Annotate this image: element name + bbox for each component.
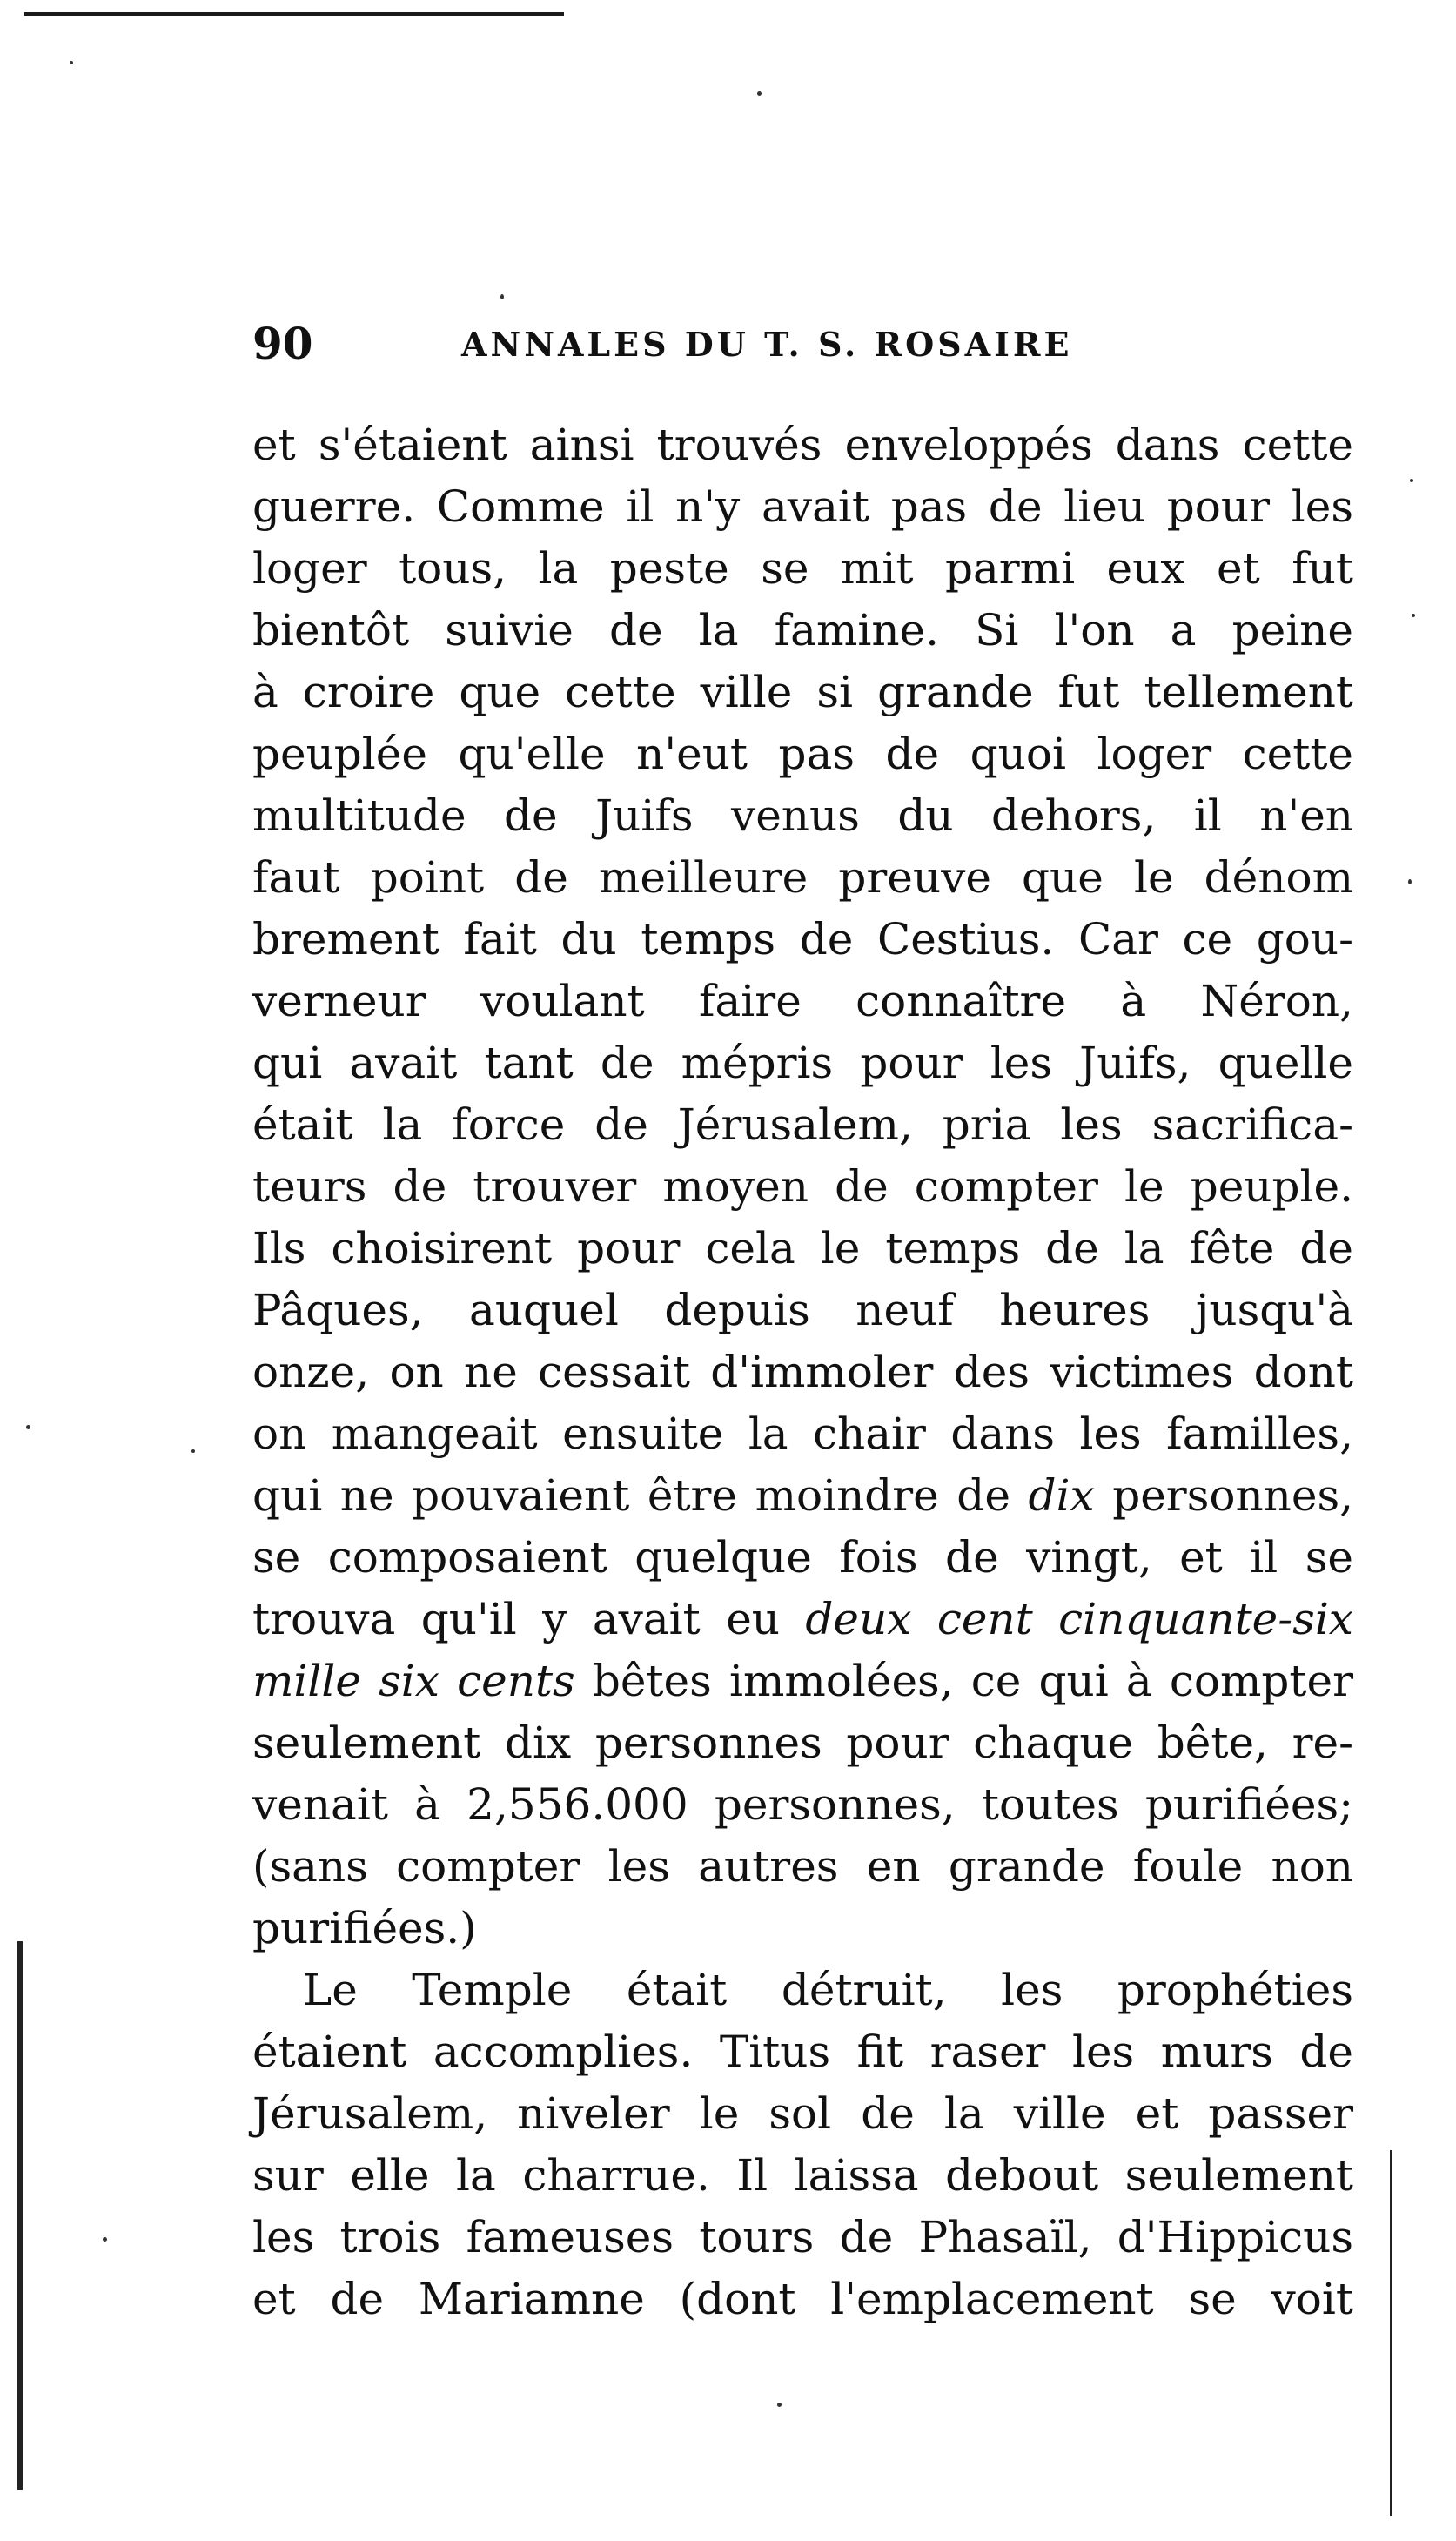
text-line: (sans compter les autres en grande foule non [252,1841,1353,1892]
scan-speck [757,91,762,96]
text-line: et de Mariamne (dont l'emplacement se voit [252,2274,1353,2324]
scan-speck [191,1449,195,1453]
scan-speck [103,2237,107,2242]
text-line: sur elle la charrue. Il laissa debout seulement [252,2150,1353,2201]
text-line: peuplée qu'elle n'eut pas de quoi loger cette [252,729,1353,779]
text-line: loger tous, la peste se mit parmi eux et fut [252,543,1353,594]
text-line: étaient accomplies. Titus fit raser les murs de [252,2027,1353,2077]
scan-edge-left [17,1941,23,2490]
scan-speck [1412,614,1415,617]
scan-edge-right [1390,2150,1392,2516]
text-run: trouva qu'il y avait eu [252,1594,806,1644]
text-run: personnes, [1094,1470,1354,1521]
scan-speck [70,61,73,64]
text-line: brement fait du temps de Cestius. Car ce gou- [252,914,1353,965]
text-line: était la force de Jérusalem, pria les sacrifica- [252,1099,1353,1150]
scan-speck [500,294,504,299]
text-line: multitude de Juifs venus du dehors, il n'en [252,790,1353,841]
text-line: Jérusalem, niveler le sol de la ville et passer [252,2088,1353,2139]
body-text [252,414,1353,2330]
scan-speck [1410,479,1413,482]
scan-speck [26,1425,30,1429]
text-line: et s'étaient ainsi trouvés enveloppés dans cette [252,420,1353,470]
text-line [252,1465,1353,1527]
text-line: qui avait tant de mépris pour les Juifs, quelle [252,1038,1353,1088]
text-line: faut point de meilleure preuve que le dénom [252,852,1353,903]
text-line: on mangeait ensuite la chair dans les familles, [252,1408,1353,1459]
page-number: 90 [252,318,313,369]
paragraph-end-line: purifiées.) [252,1903,477,1953]
text-line: Ils choisirent pour cela le temps de la fête de [252,1223,1353,1274]
text-line: teurs de trouver moyen de compter le peuple. [252,1161,1353,1212]
text-line: se composaient quelque fois de vingt, et il se [252,1532,1353,1583]
text-line: bientôt suivie de la famine. Si l'on a peine [252,605,1353,655]
italic-text: mille six cents [252,1656,575,1706]
text-line: seulement dix personnes pour chaque bête, re- [252,1718,1353,1768]
paragraph-start-line: Le Temple était détruit, les prophéties [303,1965,1353,2015]
italic-text: dix [1028,1470,1095,1521]
text-line [252,1589,1353,1650]
text-line: onze, on ne cessait d'immoler des victimes dont [252,1347,1353,1397]
text-line [252,1650,1353,1712]
text-line: guerre. Comme il n'y avait pas de lieu pour les [252,481,1353,532]
text-line: verneur voulant faire connaître à Néron, [252,976,1353,1026]
text-line: à croire que cette ville si grande fut tellement [252,667,1353,717]
page-header [252,318,1140,370]
top-rule [24,12,564,16]
text-run: bêtes immolées, ce qui à compter [574,1656,1353,1706]
scan-speck [777,2403,782,2407]
text-line: les trois fameuses tours de Phasaïl, d'Hippicus [252,2212,1353,2262]
text-line: venait à 2,556.000 personnes, toutes purifiées; [252,1779,1353,1830]
scan-speck [1408,879,1412,884]
running-title: ANNALES DU T. S. ROSAIRE [461,325,1073,364]
text-run: qui ne pouvaient être moindre de [252,1470,1029,1521]
text-line: Pâques, auquel depuis neuf heures jusqu'à [252,1285,1353,1335]
italic-text: deux cent cinquante-six [805,1594,1354,1644]
